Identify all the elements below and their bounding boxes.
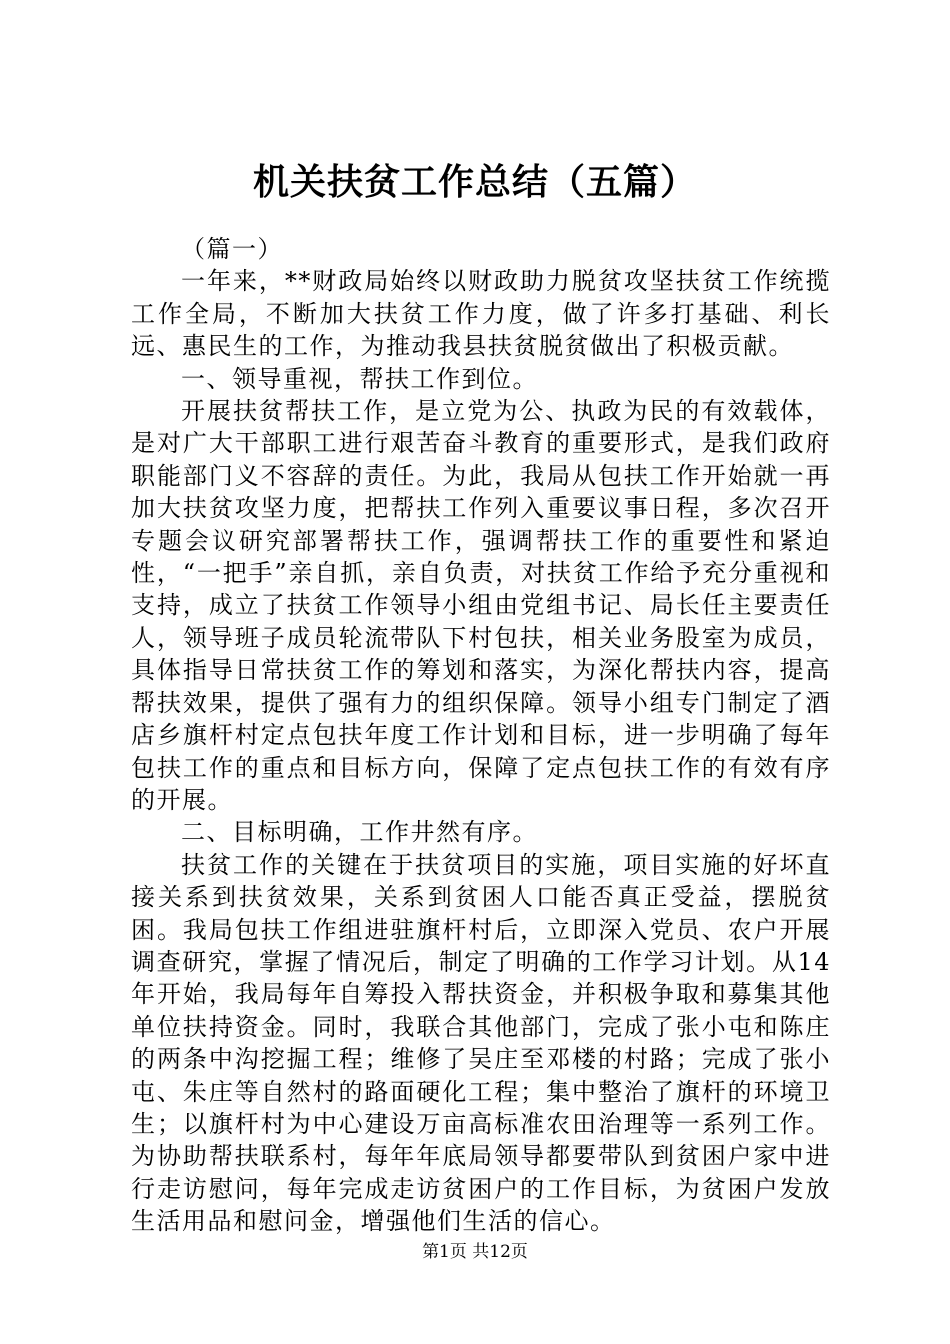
page-footer: 第1页 共12页 xyxy=(422,1242,528,1262)
document-body xyxy=(131,233,831,1238)
body-paragraph-2: 扶贫工作的关键在于扶贫项目的实施，项目实施的好坏直接关系到扶贫效果，关系到贫困人口能否真正受益，摆脱贫困。我局包扶工作组进驻旗杆村后，立即深入党员、农户开展调查研究，掌握了情况后，制定了明确的工作学习计划。从14年开始，我局每年自筹投入帮扶资金，并积极争取和募集其他单位扶持资金。同时，我联合其他部门，完成了张小屯和陈庄的两条中沟挖掘工程；维修了吴庄至邓楼的村路；完成了张小屯、朱庄等自然村的路面硬化工程；集中整治了旗杆的环境卫生；以旗杆村为中心建设万亩高标准农田治理等一系列工作。为协助帮扶联系村，每年年底局领导都要带队到贫困户家中进行走访慰问，每年完成走访贫困户的工作目标，为贫困户发放生活用品和慰问金，增强他们生活的信心。 xyxy=(131,850,831,1236)
section-label: （篇一） xyxy=(181,235,283,263)
section-heading-2: 二、目标明确，工作井然有序。 xyxy=(181,818,538,847)
body-paragraph-1: 开展扶贫帮扶工作，是立党为公、执政为民的有效载体，是对广大干部职工进行艰苦奋斗教育的重要形式，是我们政府职能部门义不容辞的责任。为此，我局从包扶工作开始就一再加大扶贫攻坚力度，把帮扶工作列入重要议事日程，多次召开专题会议研究部署帮扶工作，强调帮扶工作的重要性和紧迫性，“一把手”亲自抓，亲自负责，对扶贫工作给予充分重视和支持，成立了扶贫工作领导小组由党组书记、局长任主要责任人，领导班子成员轮流带队下村包扶，相关业务股室为成员，具体指导日常扶贫工作的筹划和落实，为深化帮扶内容，提高帮扶效果，提供了强有力的组织保障。领导小组专门制定了酒店乡旗杆村定点包扶年度工作计划和目标，进一步明确了每年包扶工作的重点和目标方向，保障了定点包扶工作的有效有序的开展。 xyxy=(131,397,831,814)
intro-paragraph: 一年来，**财政局始终以财政助力脱贫攻坚扶贫工作统揽工作全局，不断加大扶贫工作力度，做了许多打基础、利长远、惠民生的工作，为推动我县扶贫脱贫做出了积极贡献。 xyxy=(131,267,831,361)
section-heading-1: 一、领导重视，帮扶工作到位。 xyxy=(181,364,538,393)
document-title: 机关扶贫工作总结（五篇） xyxy=(252,161,697,203)
